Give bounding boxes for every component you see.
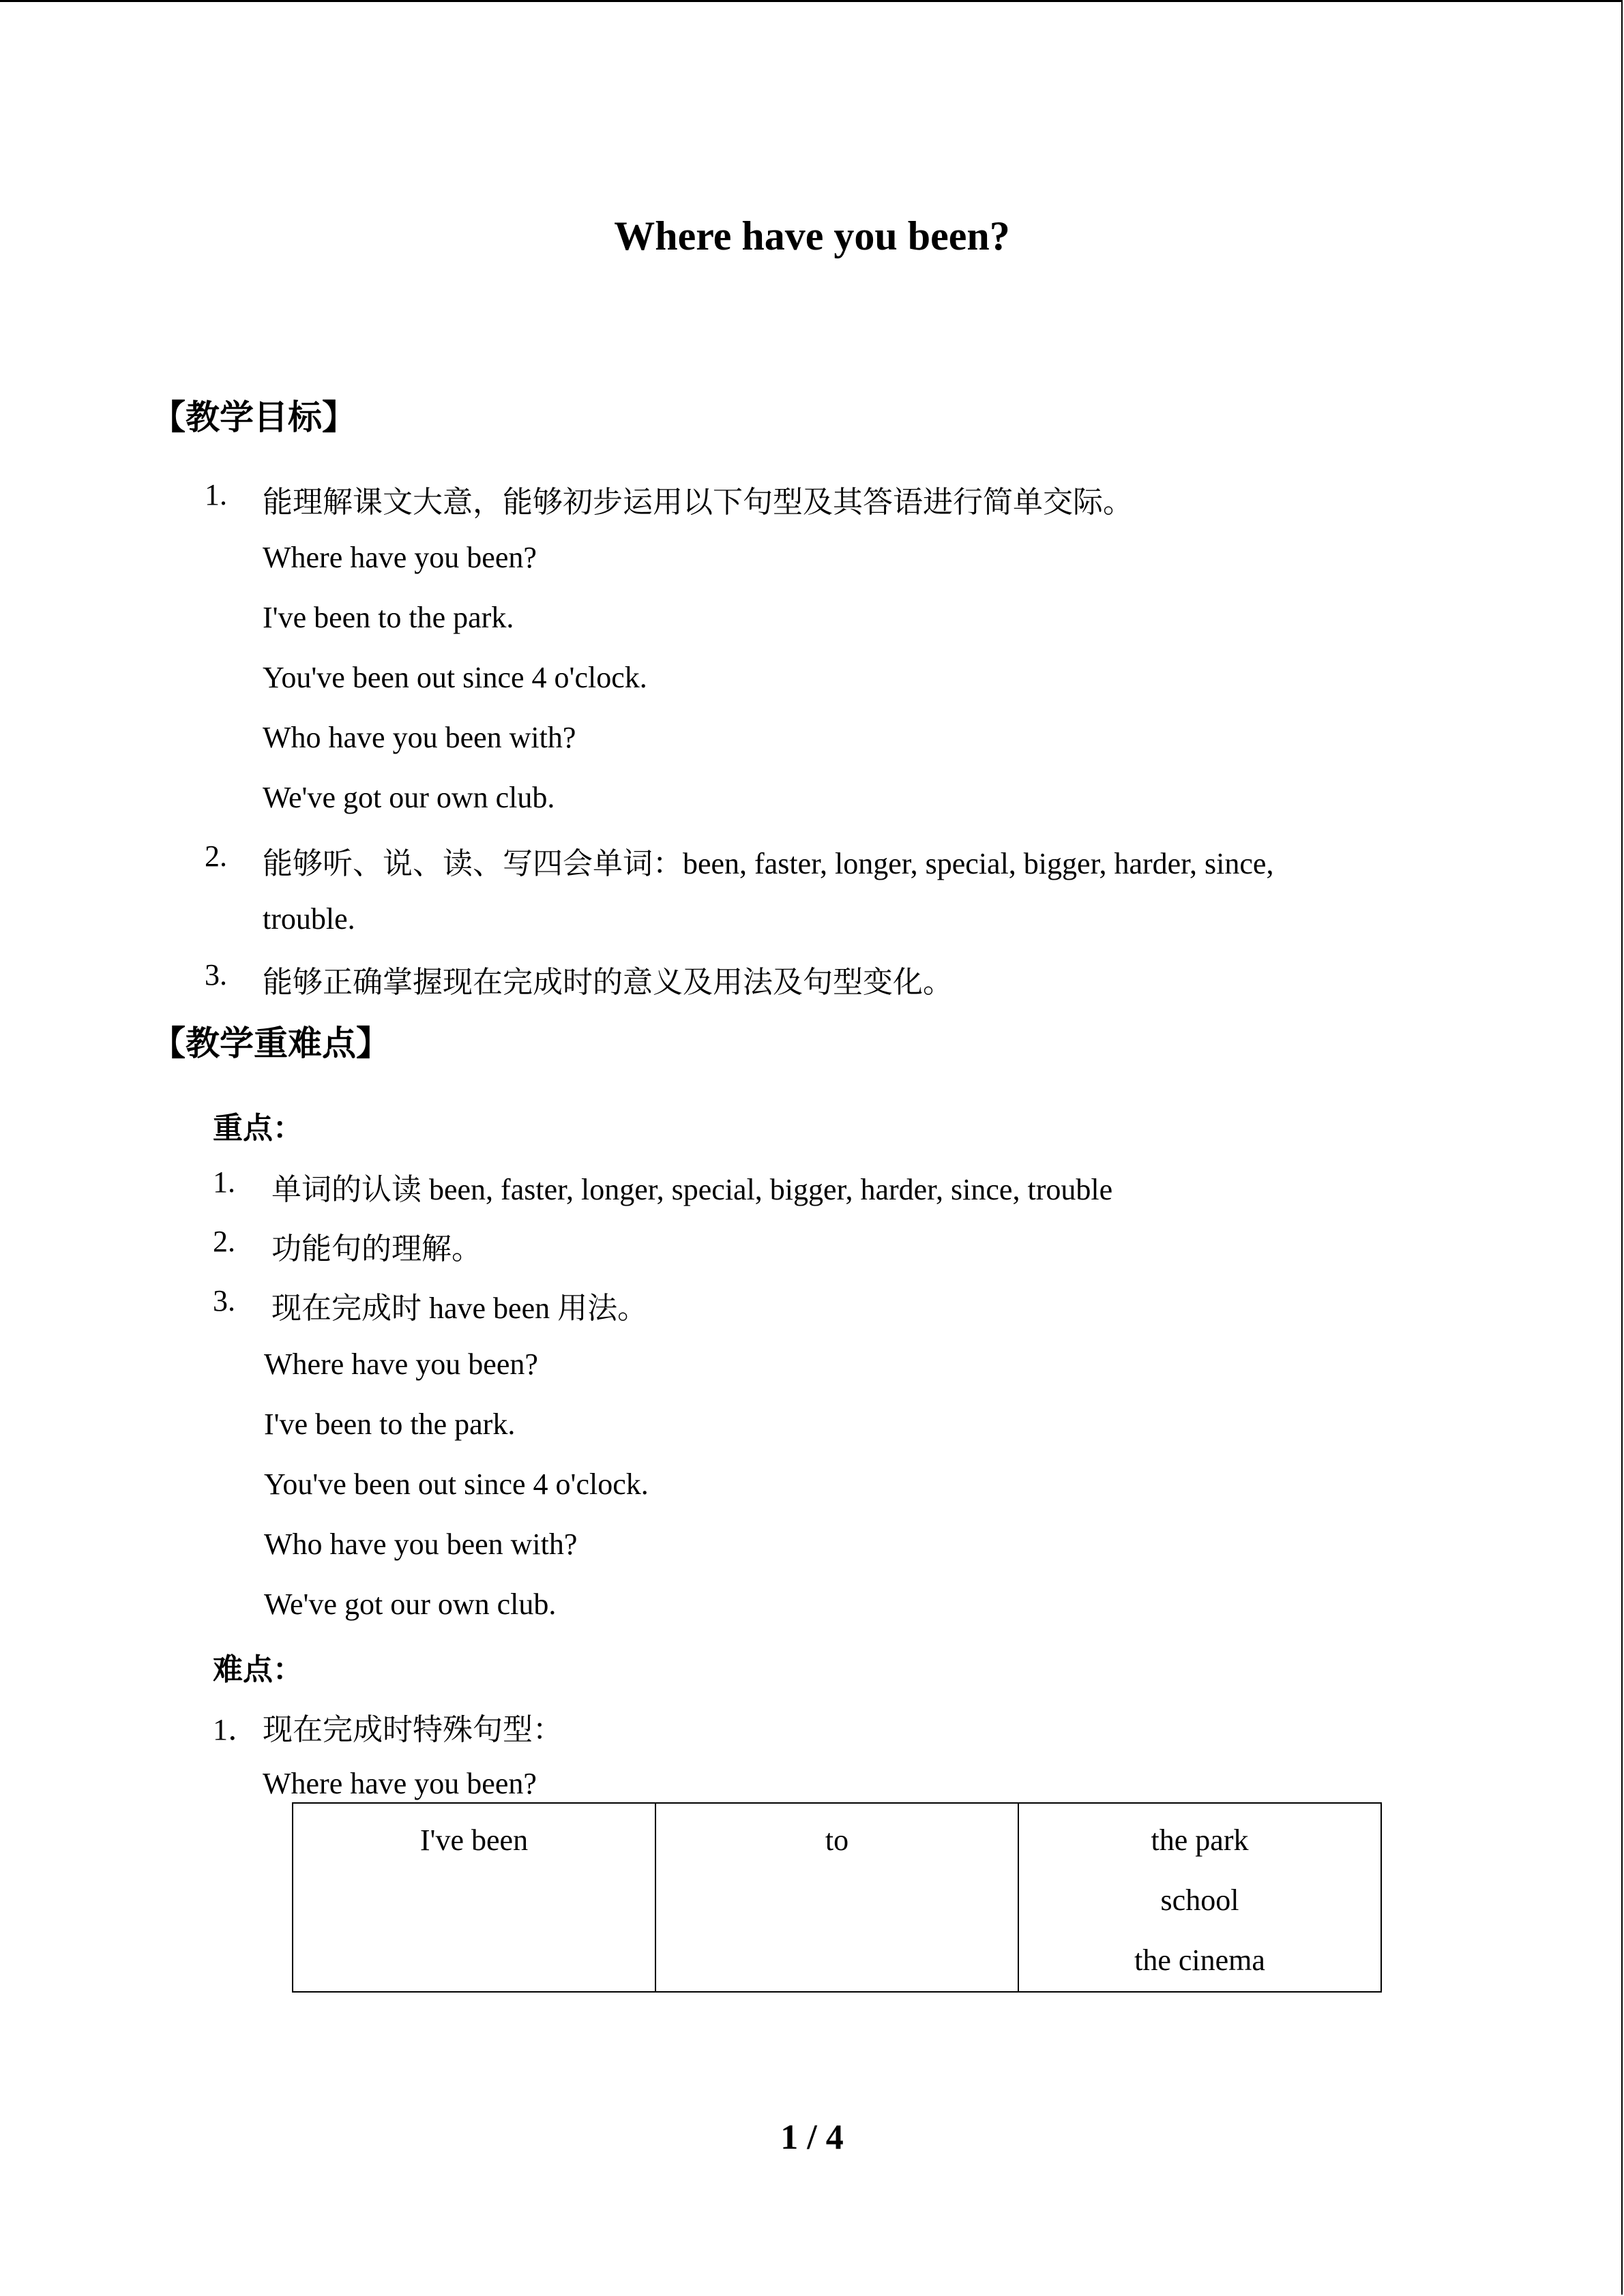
key-points-label: 重点： <box>213 1112 303 1145</box>
key-sentence: We've got our own club. <box>264 1587 557 1621</box>
key-item-3-text: 现在完成时 have been 用法。 <box>271 1292 648 1325</box>
key-item-3-number: 3. <box>213 1284 235 1317</box>
objective-sentence: You've been out since 4 o'clock. <box>263 661 647 694</box>
objective-sentence: I've been to the park. <box>263 601 514 634</box>
document-title: Where have you been? <box>614 213 1010 258</box>
sentence-pattern-table <box>292 1802 1382 1993</box>
key-sentence: I've been to the park. <box>264 1407 516 1441</box>
key-sentence: You've been out since 4 o'clock. <box>264 1467 649 1501</box>
table-cell-place: the park <box>1151 1823 1249 1857</box>
key-item-1-number: 1. <box>213 1165 235 1199</box>
objective-1-text: 能理解课文大意，能够初步运用以下句型及其答语进行简单交际。 <box>263 486 1133 519</box>
objective-2-continuation: trouble. <box>263 902 355 936</box>
objective-sentence: Where have you been? <box>263 541 537 574</box>
objective-3-number: 3. <box>205 958 227 992</box>
objective-2-number: 2. <box>205 839 227 873</box>
key-sentence: Who have you been with? <box>264 1527 578 1561</box>
table-row <box>293 1803 1381 1992</box>
difficult-item-1-number: 1． <box>213 1713 258 1746</box>
table-cell-text: I've been <box>419 1823 529 1857</box>
key-sentence: Where have you been? <box>264 1347 538 1381</box>
difficult-question: Where have you been? <box>263 1767 537 1800</box>
objective-1-number: 1. <box>205 478 227 511</box>
table-cell-preposition <box>655 1803 1018 1992</box>
difficult-points-label: 难点： <box>213 1653 303 1686</box>
difficult-item-1-text: 现在完成时特殊句型： <box>263 1713 563 1746</box>
objective-2-text: 能够听、说、读、写四会单词：been, faster, longer, special, bigger, harder, since, <box>263 847 1274 880</box>
table-cell-subject <box>293 1803 655 1992</box>
objective-sentence: We've got our own club. <box>263 781 555 814</box>
objective-sentence: Who have you been with? <box>263 721 576 754</box>
key-item-1-text: 单词的认读 been, faster, longer, special, bigger, harder, since, trouble <box>271 1173 1113 1206</box>
key-item-2-text: 功能句的理解。 <box>271 1232 482 1266</box>
key-item-2-number: 2. <box>213 1225 235 1258</box>
table-cell-places <box>1018 1803 1381 1992</box>
section-heading-objectives: 【教学目标】 <box>151 398 356 436</box>
table-cell-place: school <box>1160 1883 1239 1917</box>
objective-3-text: 能够正确掌握现在完成时的意义及用法及句型变化。 <box>263 966 953 999</box>
table-cell-text: to <box>825 1823 849 1857</box>
page-number: 1 / 4 <box>780 2118 844 2157</box>
table-cell-place: the cinema <box>1134 1943 1265 1977</box>
section-heading-key-points: 【教学重难点】 <box>151 1024 390 1062</box>
